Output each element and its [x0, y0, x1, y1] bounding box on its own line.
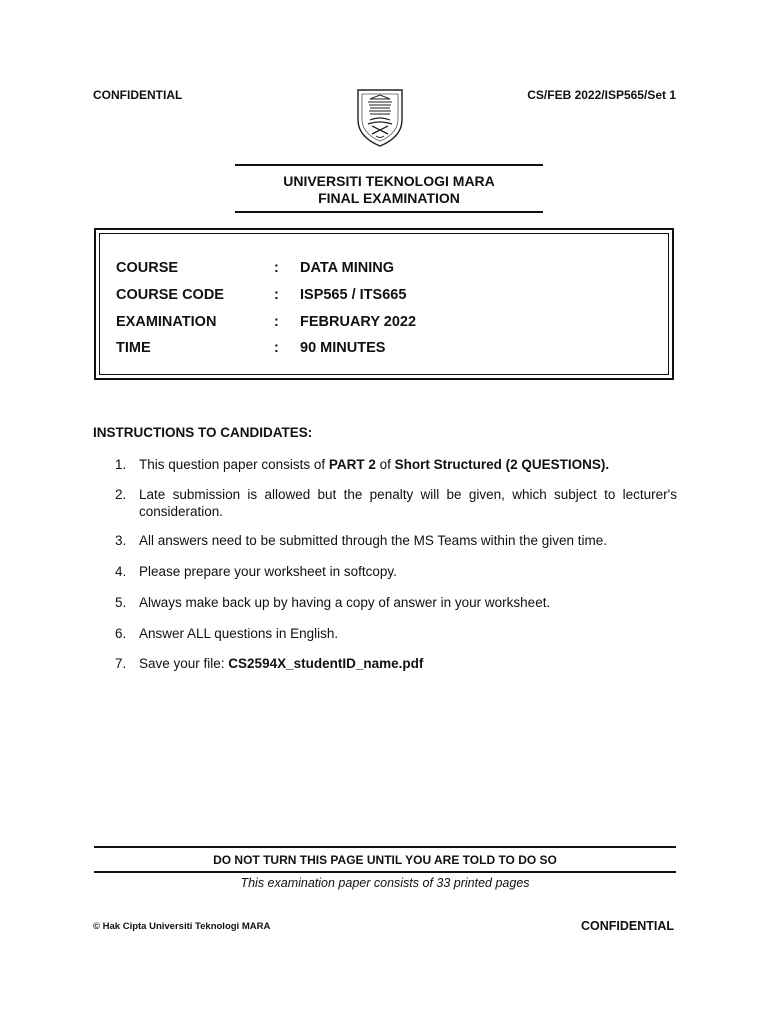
university-crest-icon	[348, 86, 412, 150]
course-sep: :	[274, 260, 279, 276]
university-name: UNIVERSITI TEKNOLOGI MARA	[283, 173, 495, 189]
examination-label: EXAMINATION	[116, 314, 217, 330]
examination-value: FEBRUARY 2022	[300, 314, 417, 330]
course-code-sep: :	[274, 287, 279, 303]
item-number: 6.	[115, 626, 127, 641]
exam-type: FINAL EXAMINATION	[318, 190, 460, 206]
instruction-item-7	[115, 655, 677, 672]
notice-bottom-rule	[94, 871, 676, 873]
course-code-value: ISP565 / ITS665	[300, 287, 407, 303]
instruction-item-6	[115, 625, 677, 642]
page-count-note: This examination paper consists of 33 printed pages	[240, 876, 530, 890]
item-text: Please prepare your worksheet in softcopy.	[139, 564, 397, 579]
instruction-item-2	[115, 486, 677, 520]
instructions-heading: INSTRUCTIONS TO CANDIDATES:	[93, 425, 313, 440]
course-value: DATA MINING	[300, 260, 394, 276]
title-bottom-rule	[235, 211, 543, 213]
examination-sep: :	[274, 314, 279, 330]
header-confidential: CONFIDENTIAL	[93, 88, 183, 102]
header-paper-code: CS/FEB 2022/ISP565/Set 1	[527, 88, 676, 102]
item-number: 2.	[115, 487, 127, 502]
notice-top-rule	[94, 846, 676, 848]
item-number: 1.	[115, 457, 127, 472]
item-number: 4.	[115, 564, 127, 579]
item-text: All answers need to be submitted through the MS Teams within the given time.	[139, 533, 607, 548]
footer-confidential: CONFIDENTIAL	[580, 919, 674, 933]
instruction-item-3	[115, 532, 677, 549]
item-questions-emphasis: Short Structured (2 QUESTIONS).	[394, 457, 610, 472]
course-info-inner-border	[99, 233, 669, 375]
item-number: 5.	[115, 595, 127, 610]
instruction-item-5	[115, 594, 677, 611]
item-text: Answer ALL questions in English.	[139, 626, 339, 641]
item-number: 3.	[115, 533, 127, 548]
item-text: Late submission is allowed but the penalty will be given, which subject to lecturer's consideration.	[139, 487, 677, 519]
course-label: COURSE	[116, 260, 179, 276]
item-text-mid: of	[375, 457, 395, 472]
title-top-rule	[235, 164, 543, 166]
item-text: Always make back up by having a copy of answer in your worksheet.	[139, 595, 551, 610]
time-sep: :	[274, 340, 279, 356]
filename-emphasis: CS2594X_studentID_name.pdf	[228, 656, 424, 671]
course-code-label: COURSE CODE	[116, 287, 224, 303]
item-number: 7.	[115, 656, 127, 671]
footer-copyright: © Hak Cipta Universiti Teknologi MARA	[93, 921, 271, 932]
exam-title-block	[235, 173, 543, 207]
item-text: Save your file:	[139, 656, 229, 671]
instruction-item-1	[115, 456, 677, 473]
time-value: 90 MINUTES	[300, 340, 386, 356]
course-info-box	[94, 228, 674, 380]
instruction-item-4	[115, 563, 677, 580]
time-label: TIME	[116, 340, 151, 356]
item-text: This question paper consists of	[139, 457, 329, 472]
item-part-emphasis: PART 2	[328, 457, 376, 472]
do-not-turn-notice: DO NOT TURN THIS PAGE UNTIL YOU ARE TOLD TO DO SO	[213, 853, 557, 867]
